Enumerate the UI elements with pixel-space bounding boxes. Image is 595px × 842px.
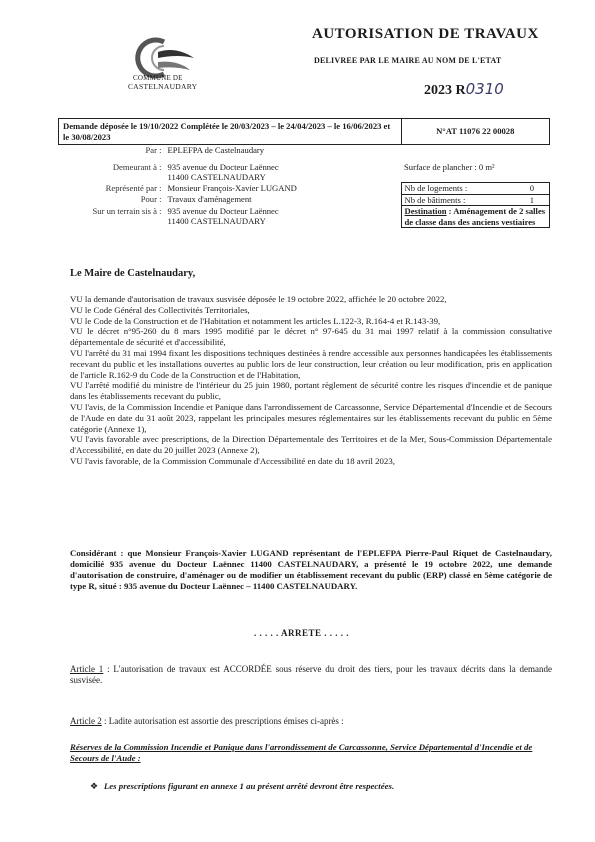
logements-value: 0 bbox=[529, 183, 534, 193]
document-title: AUTORISATION DE TRAVAUX bbox=[312, 26, 539, 42]
batiments-value: 1 bbox=[529, 194, 534, 205]
vu-item: VU l'arrêté modifié du ministre de l'intérieur du 25 juin 1980, portant règlement de sécurité contre les risques d'incendie et de panique dans les établissements recevant du public, bbox=[70, 380, 552, 402]
represente-value: Monsieur François-Xavier LUGAND bbox=[167, 182, 297, 193]
demeurant-line1: 935 avenue du Docteur Laënnec bbox=[167, 161, 279, 172]
destination-value: : Aménagement de 2 salles de classe dans des anciens vestiaires bbox=[404, 206, 546, 227]
vu-list bbox=[70, 294, 552, 467]
bullet-text: Les prescriptions figurant en annexe 1 au présent arrêté devront être respectées. bbox=[103, 781, 395, 791]
vu-item: VU la demande d'autorisation de travaux susvisée déposée le 19 octobre 2022, affichée le 20 octobre 2022, bbox=[70, 294, 447, 304]
article-2-text: : Ladite autorisation est assortie des prescriptions émises ci-après : bbox=[101, 716, 344, 726]
vu-item: VU l'arrêté du 31 mai 1994 fixant les dispositions techniques destinées à rendre accessible aux personnes handicapées les établissements recevant du public et les installations ouvertes au public lors de leur construction, leur création ou leur modification, pris en application de l'article R.162-9 du Code de la Construction et de l'Habitation, bbox=[70, 347, 552, 380]
demeurant-label: Demeurant à : bbox=[112, 161, 162, 172]
vu-item: VU le Code de la Construction et de l'Habitation et notamment les articles L.122-3, R.164-4 et R.143-39, bbox=[70, 315, 441, 326]
castelnaudary-logo bbox=[128, 36, 210, 104]
numero-cell: N°AT 11076 22 00028 bbox=[401, 119, 550, 145]
vu-item: VU l'avis favorable avec prescriptions, de la Direction Départementale des Territoires et de la Mer, Sous-Commission Départementale d'Accessibilité, en date du 20 juillet 2023 (Annexe 2), bbox=[70, 434, 552, 456]
destination-label: Destination bbox=[404, 206, 447, 216]
vu-item: VU l'avis, de la Commission Incendie et Panique dans l'arrondissement de Carcassonne, Service Départemental d'Incendie et de Secours de l'Aude en date du 31 août 2023, rappelant les principales mesures réglementaires sur les établissements recevant du public en 5ème catégorie (Annexe 1), bbox=[70, 401, 552, 434]
reference-handwritten: 0310 bbox=[465, 80, 504, 98]
document-subtitle: DELIVREE PAR LE MAIRE AU NOM DE L'ETAT bbox=[314, 56, 502, 65]
destination-cell bbox=[401, 206, 550, 228]
reserves-heading: Réserves de la Commission Incendie et Panique dans l'arrondissement de Carcassonne, Service Départemental d'Incendie et de Secours de l'Aude : bbox=[70, 742, 533, 763]
empty-right bbox=[401, 145, 550, 156]
info-table bbox=[58, 118, 550, 228]
batiments-cell bbox=[401, 194, 550, 206]
reference-number bbox=[424, 80, 504, 99]
article-1 bbox=[70, 664, 552, 686]
logements-label: Nb de logements : bbox=[404, 183, 468, 193]
surface-cell: Surface de plancher : 0 m² bbox=[404, 161, 495, 172]
vu-item: VU le Code Général des Collectivités Territoriales, bbox=[70, 304, 250, 315]
logo-line1: COMMUNE DE bbox=[133, 74, 183, 82]
article-2 bbox=[70, 716, 552, 726]
article-2-label: Article 2 bbox=[70, 716, 102, 726]
terrain-value bbox=[165, 206, 402, 228]
par-value: EPLEFPA de Castelnaudary bbox=[167, 145, 265, 155]
logements-cell bbox=[401, 183, 550, 195]
pour-value: Travaux d'aménagement bbox=[167, 194, 252, 204]
prescription-bullet bbox=[90, 781, 394, 792]
logo-line2: CASTELNAUDARY bbox=[128, 82, 198, 91]
demeurant-line2: 11400 CASTELNAUDARY bbox=[167, 172, 266, 182]
par-label: Par : bbox=[145, 145, 162, 155]
batiments-label: Nb de bâtiments : bbox=[404, 194, 466, 205]
terrain-line2: 11400 CASTELNAUDARY bbox=[167, 216, 266, 226]
arrete-heading: . . . . . ARRETE . . . . . bbox=[254, 628, 350, 638]
pour-label: Pour : bbox=[140, 194, 162, 204]
bullet-icon: ❖ bbox=[90, 781, 98, 791]
represente-label: Représenté par : bbox=[105, 182, 162, 193]
terrain-label: Sur un terrain sis à : bbox=[92, 205, 162, 216]
vu-item: VU l'avis favorable, de la Commission Communale d'Accessibilité en date du 18 avril 2023, bbox=[70, 455, 395, 466]
article-1-text: : L'autorisation de travaux est ACCORDÉE sous réserve du droit des tiers, pour les travaux décrits dans la demande susvisée. bbox=[70, 664, 552, 685]
reference-printed: 2023 R bbox=[424, 83, 466, 98]
considerant-paragraph: Considérant : que Monsieur François-Xavier LUGAND représentant de l'EPLEFPA Pierre-Paul Riquet de Castelnaudary, domicilié 935 avenue du Docteur Laënnec 11400 CASTELNAUDARY, a présenté le 19 octobre 2022, une demande d'autorisation de construire, d'aménager ou de modifier un établissement recevant du public (ERP) classé en 5ème catégorie de type R, situé : 935 avenue du Docteur Laënnec – 11400 CASTELNAUDARY. bbox=[70, 548, 552, 591]
demeurant-value bbox=[165, 156, 402, 183]
maire-heading: Le Maire de Castelnaudary, bbox=[70, 268, 196, 279]
vu-item: VU le décret n°95-260 du 8 mars 1995 modifié par le décret n° 97-645 du 31 mai 1997 relatif à la commission consultative départementale de sécurité et d'accessibilité, bbox=[70, 326, 552, 348]
demande-cell: Demande déposée le 19/10/2022 Complétée le 20/03/2023 – le 24/04/2023 – le 16/06/2023 et le 30/08/2023 bbox=[59, 119, 402, 145]
terrain-line1: 935 avenue du Docteur Laënnec bbox=[167, 205, 279, 216]
article-1-label: Article 1 bbox=[70, 664, 104, 674]
